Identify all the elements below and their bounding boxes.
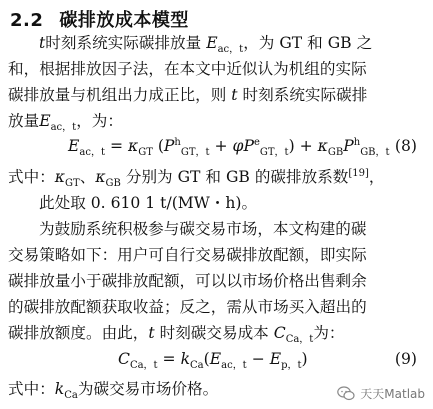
eq-operator: ( — [203, 350, 210, 368]
eq-symbol: E — [269, 350, 282, 368]
eq-symbol: C — [118, 350, 130, 368]
eq-operator: ) — [301, 350, 308, 368]
section-title: 碳排放成本模型 — [59, 10, 189, 31]
eq-symbol: P — [163, 137, 175, 155]
citation: [19] — [348, 168, 369, 179]
eq-symbol: E — [209, 350, 222, 368]
equation-8-number: (8) — [394, 137, 417, 155]
paragraph-2-line-1 — [8, 166, 385, 188]
eq-subscript: GT，t — [180, 147, 210, 158]
text: 时刻系统实际碳排放量 — [45, 34, 202, 52]
eq-subscript: GB，t — [360, 147, 390, 158]
text: 、 — [79, 168, 96, 186]
text: ，为： — [76, 112, 123, 130]
paragraph-2-line-2: 此处取 0. 610 1 t/(MW・h)。 — [39, 194, 258, 212]
eq-superscript: h — [353, 137, 361, 148]
eq-subscript: Ca，t — [129, 360, 158, 371]
text: 放量 — [8, 112, 40, 130]
subscript: ac，t — [217, 44, 244, 55]
eq-operator: = — [157, 350, 181, 368]
text: 式中： — [8, 380, 55, 398]
eq-symbol: P — [243, 137, 254, 155]
eq-operator: = — [104, 137, 128, 155]
var-E: E — [39, 112, 51, 130]
paragraph-3-line-1: 为鼓励系统积极参与碳交易市场，本文构建的碳 — [39, 220, 367, 238]
text: ， — [368, 168, 385, 186]
subscript: GB — [105, 178, 121, 189]
eq-operator: + — [209, 137, 233, 155]
text: 时刻碳交易成本 — [159, 324, 269, 342]
eq-subscript: GT — [138, 147, 153, 158]
var-t: t — [39, 34, 46, 52]
eq-superscript: h — [174, 137, 181, 148]
var-kappa: κ — [95, 168, 106, 186]
eq-symbol: k — [180, 350, 191, 368]
watermark — [337, 385, 425, 402]
eq-operator: ) + — [288, 137, 318, 155]
eq-superscript: e — [253, 137, 260, 148]
paragraph-3-line-3: 碳排放量小于碳排放配额，可以以市场价格出售剩余 — [8, 272, 367, 290]
text: 为碳交易市场价格。 — [77, 380, 219, 398]
equation-8 — [68, 137, 390, 158]
paragraph-1-line-3 — [8, 84, 367, 106]
paragraph-1-line-1 — [8, 32, 372, 54]
paragraph-3-line-5 — [8, 322, 345, 344]
section-number: 2.2 — [10, 10, 44, 31]
paragraph-4-line-1 — [8, 378, 218, 400]
text: 式中： — [8, 168, 55, 186]
var-k: k — [54, 380, 65, 398]
wechat-icon — [337, 386, 355, 401]
text: 分别为 GT 和 GB 的碳排放系数 — [120, 168, 349, 186]
eq-symbol: E — [68, 137, 80, 155]
paragraph-3-line-4: 的碳排放配额获取收益；反之，需从市场买入超出的 — [8, 298, 367, 316]
subscript: GT — [65, 178, 80, 189]
eq-symbol: κ — [317, 137, 328, 155]
paragraph-1-line-4 — [8, 110, 123, 132]
var-t: t — [148, 324, 155, 342]
subscript: Ca，t — [285, 334, 314, 345]
paragraph-3-line-2: 交易策略如下：用户可自行交易碳排放配额，即实际 — [8, 246, 367, 264]
text: 碳排放量与机组出力成正比，则 — [8, 86, 227, 104]
subscript: Ca — [64, 390, 78, 401]
eq-operator: ( — [152, 137, 164, 155]
var-E: E — [206, 34, 218, 52]
paragraph-1-line-2: 和，根据排放因子法，在本文中近似认为机组的实际 — [8, 60, 367, 78]
eq-subscript: Ca — [190, 360, 204, 371]
var-C: C — [273, 324, 286, 342]
subscript: ac，t — [50, 122, 77, 133]
eq-subscript: GT，t — [259, 147, 289, 158]
watermark-text: 天天Matlab — [360, 387, 425, 401]
text: ，为 GT 和 GB 之 — [243, 34, 373, 52]
text: 时刻系统实际碳排 — [242, 86, 368, 104]
eq-symbol: κ — [127, 137, 139, 155]
equation-9 — [118, 350, 308, 371]
eq-subscript: ac，t — [221, 360, 247, 371]
text: 为： — [313, 324, 345, 342]
eq-operator: − — [246, 350, 270, 368]
eq-symbol: P — [343, 137, 354, 155]
section-heading — [10, 6, 189, 32]
eq-subscript: GB — [327, 147, 344, 158]
eq-subscript: ac，t — [79, 147, 105, 158]
var-t: t — [231, 86, 238, 104]
equation-9-number: (9) — [394, 350, 417, 368]
eq-subscript: p，t — [281, 360, 302, 371]
text: 碳排放额度。由此， — [8, 324, 149, 342]
eq-symbol: φ — [232, 137, 244, 155]
var-kappa: κ — [54, 168, 66, 186]
